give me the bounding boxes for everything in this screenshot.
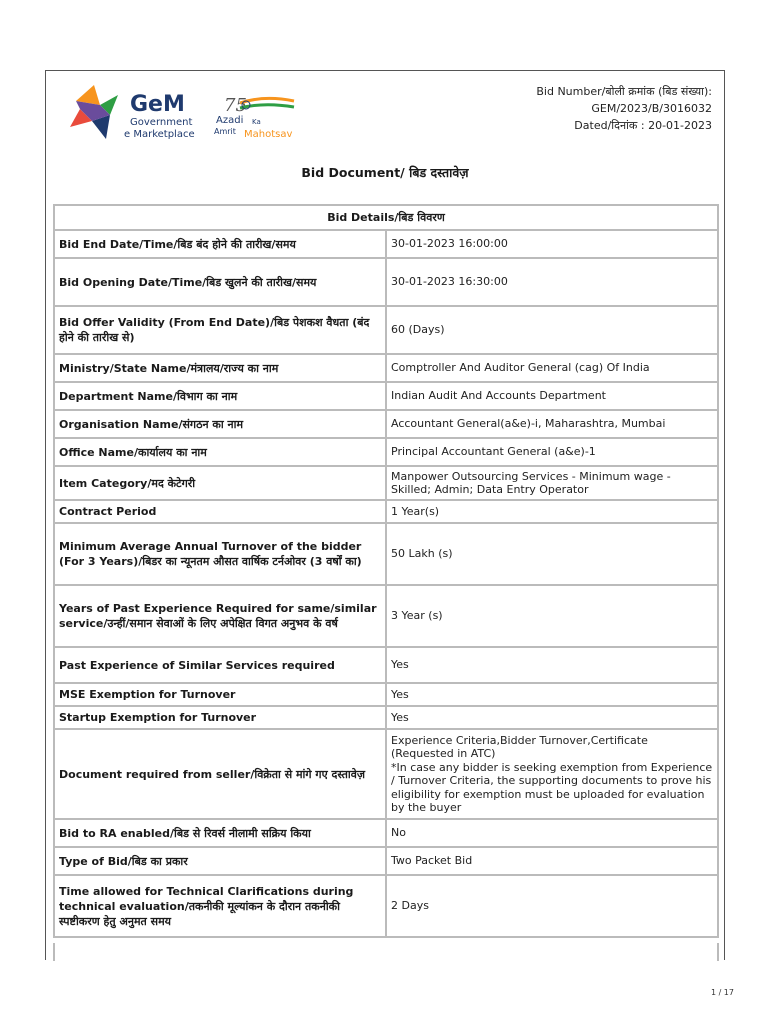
row-label: Past Experience of Similar Services required (54, 647, 386, 683)
table-row (54, 500, 718, 523)
gem-logo (66, 83, 216, 143)
document-title: Bid Document/ बिड दस्तावेज़ (301, 165, 469, 180)
row-label: Type of Bid/बिड का प्रकार (54, 847, 386, 875)
row-value: 50 Lakh (s) (386, 523, 718, 585)
dated-label: Dated/दिनांक : 20-01-2023 (574, 119, 712, 132)
row-label: Department Name/विभाग का नाम (54, 382, 386, 410)
row-value: Yes (386, 683, 718, 706)
table-continuation (53, 943, 719, 961)
table-row (54, 230, 718, 258)
azadi-line2-text: Amrit (214, 127, 236, 136)
row-label: Bid Opening Date/Time/बिड खुलने की तारीख/समय (54, 258, 386, 306)
page-number: 1 / 17 (710, 988, 734, 997)
document-header (46, 71, 724, 181)
row-value: Accountant General(a&e)-i, Maharashtra, Mumbai (386, 410, 718, 438)
row-value: No (386, 819, 718, 847)
row-value: 3 Year (s) (386, 585, 718, 647)
table-row (54, 683, 718, 706)
table-row (54, 875, 718, 937)
azadi-line3-text: Mahotsav (244, 129, 293, 139)
document-page (45, 70, 725, 960)
table-row (54, 410, 718, 438)
row-label: Minimum Average Annual Turnover of the bidder (For 3 Years)/बिडर का न्यूनतम औसत वार्षिक टर्नओवर (3 वर्षों का) (54, 523, 386, 585)
row-value: Comptroller And Auditor General (cag) Of India (386, 354, 718, 382)
table-heading-row (54, 205, 718, 230)
row-label: Ministry/State Name/मंत्रालय/राज्य का नाम (54, 354, 386, 382)
gem-line1-text: Government (130, 117, 193, 128)
row-value: 1 Year(s) (386, 500, 718, 523)
table-row (54, 258, 718, 306)
table-row (54, 729, 718, 819)
row-label: Time allowed for Technical Clarifications during technical evaluation/तकनीकी मूल्यांकन के दौरान तकनीकी स्पष्टीकरण हेतु अनुमत समय (54, 875, 386, 937)
row-label: Bid to RA enabled/बिड से रिवर्स नीलामी सक्रिय किया (54, 819, 386, 847)
gem-brand-text: GeM (130, 92, 185, 117)
table-row (54, 647, 718, 683)
table-row (54, 466, 718, 500)
row-label: Organisation Name/संगठन का नाम (54, 410, 386, 438)
row-label: Document required from seller/विक्रेता से मांगे गए दस्तावेज़ (54, 729, 386, 819)
row-label: Contract Period (54, 500, 386, 523)
row-value: Yes (386, 706, 718, 729)
row-label: Item Category/मद केटेगरी (54, 466, 386, 500)
row-label: Startup Exemption for Turnover (54, 706, 386, 729)
row-value: Experience Criteria,Bidder Turnover,Certificate (Requested in ATC) *In case any bidder is seeking exemption from Experience / Turnover Criteria, the supporting documents to prove his eligibility for exemption must be uploaded for evaluation by the buyer (386, 729, 718, 819)
table-row (54, 523, 718, 585)
table-row (54, 706, 718, 729)
row-value: Indian Audit And Accounts Department (386, 382, 718, 410)
bid-number-label: Bid Number/बोली क्रमांक (बिड संख्या): (536, 85, 712, 98)
gem-line2-text: e Marketplace (124, 129, 195, 140)
table-row (54, 306, 718, 354)
bid-details-table (53, 204, 719, 938)
row-value: Principal Accountant General (a&e)-1 (386, 438, 718, 466)
row-label: Years of Past Experience Required for same/similar service/उन्हीं/समान सेवाओं के लिए अपेक्षित विगत अनुभव के वर्ष (54, 585, 386, 647)
bid-meta (536, 83, 712, 134)
row-label: MSE Exemption for Turnover (54, 683, 386, 706)
table-row (54, 819, 718, 847)
row-value: 60 (Days) (386, 306, 718, 354)
table-row (54, 585, 718, 647)
table-row (54, 438, 718, 466)
table-row (54, 354, 718, 382)
row-label: Bid End Date/Time/बिड बंद होने की तारीख/समय (54, 230, 386, 258)
row-value: Two Packet Bid (386, 847, 718, 875)
row-value: 30-01-2023 16:30:00 (386, 258, 718, 306)
row-label: Bid Offer Validity (From End Date)/बिड पेशकश वैधता (बंद होने की तारीख से) (54, 306, 386, 354)
row-value: Yes (386, 647, 718, 683)
azadi-line1-text: Azadi (216, 115, 244, 126)
azadi-number-text: 75 (224, 95, 247, 116)
row-label: Office Name/कार्यालय का नाम (54, 438, 386, 466)
bid-number: GEM/2023/B/3016032 (591, 102, 712, 115)
row-value: 30-01-2023 16:00:00 (386, 230, 718, 258)
table-row (54, 382, 718, 410)
table-row (54, 847, 718, 875)
azadi-ka-amrit-mahotsav-logo (214, 93, 324, 139)
row-value: 2 Days (386, 875, 718, 937)
row-value: Manpower Outsourcing Services - Minimum wage - Skilled; Admin; Data Entry Operator (386, 466, 718, 500)
azadi-ka-text: Ka (252, 118, 261, 126)
table-heading: Bid Details/बिड विवरण (54, 205, 718, 230)
